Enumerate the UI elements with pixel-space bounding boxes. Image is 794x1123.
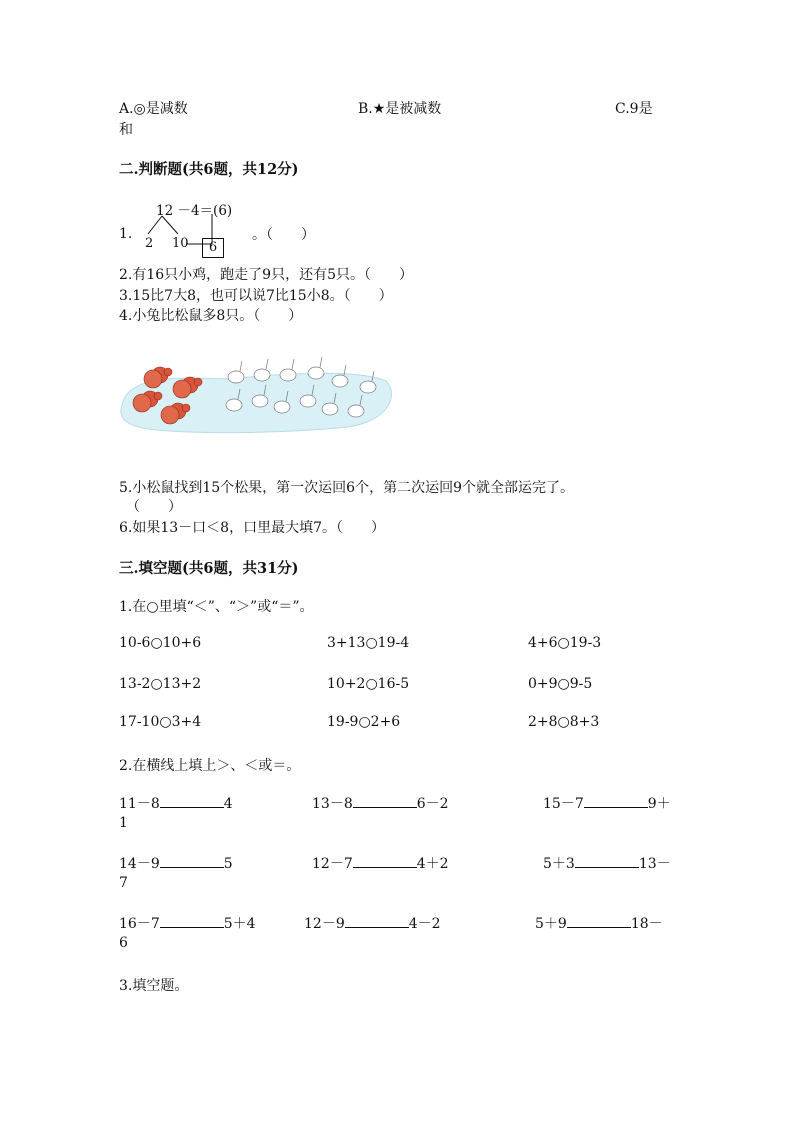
expr-right: 6－2 — [416, 796, 449, 812]
expr-right: 5＋4 — [223, 916, 256, 932]
expr-right: 4－2 — [408, 916, 441, 932]
section-title-judgment: 二.判断题(共6题，共12分) — [119, 161, 299, 178]
blank-item — [543, 793, 671, 813]
answer-blank[interactable] — [160, 915, 224, 928]
section-title-fill: 三.填空题(共6题，共31分) — [119, 560, 299, 577]
blank-item — [535, 913, 663, 933]
wrap-digit: 1 — [119, 815, 128, 831]
answer-blank[interactable] — [353, 795, 417, 808]
answer-blank[interactable] — [575, 855, 639, 868]
option-c: C.9是 — [615, 101, 653, 117]
boxed-answer: 6 — [202, 238, 224, 258]
blank-item — [312, 793, 449, 813]
expr-right: 4＋2 — [416, 856, 449, 872]
expr-left: 13－8 — [312, 796, 353, 812]
expr-left: 5＋9 — [535, 916, 567, 932]
answer-blank[interactable] — [345, 915, 409, 928]
split-left: 2 — [145, 236, 154, 251]
answer-blank[interactable] — [160, 795, 224, 808]
blank-item — [304, 913, 441, 933]
expr-left: 12－9 — [304, 916, 345, 932]
squirrels-rabbits-illustration — [118, 355, 398, 435]
fill-q3-prompt: 3.填空题。 — [119, 978, 189, 994]
blank-item — [543, 853, 671, 873]
option-a: A.◎是减数 — [119, 101, 188, 117]
blank-item — [119, 913, 256, 933]
answer-blank[interactable] — [160, 855, 224, 868]
compare-cell: 10-6○10+6 — [119, 635, 202, 651]
option-b: B.★是被减数 — [358, 101, 442, 117]
compare-cell: 3+13○19-4 — [327, 635, 410, 651]
expr-left: 12－7 — [312, 856, 353, 872]
compare-cell: 10+2○16-5 — [327, 676, 410, 692]
q1-number: 1. — [119, 226, 133, 242]
expr-left: 15－7 — [543, 796, 584, 812]
blank-item — [119, 793, 233, 813]
answer-blank[interactable] — [353, 855, 417, 868]
compare-cell: 4+6○19-3 — [528, 635, 602, 651]
compare-cell: 17-10○3+4 — [119, 714, 202, 730]
expr-right: 9＋ — [647, 796, 671, 812]
q1-equation: 12 －4＝(6) — [156, 203, 233, 219]
expr-right: 4 — [223, 796, 233, 812]
fill-q2-prompt: 2.在横线上填上＞、＜或＝。 — [119, 758, 301, 774]
expr-left: 5＋3 — [543, 856, 575, 872]
split-right: 10 — [172, 236, 189, 251]
expr-left: 16－7 — [119, 916, 160, 932]
compare-cell: 0+9○9-5 — [528, 676, 593, 692]
expr-left: 11－8 — [119, 796, 160, 812]
compare-cell: 19-9○2+6 — [327, 714, 401, 730]
q1-paren: 。（ ） — [252, 227, 315, 243]
expr-right: 5 — [223, 856, 233, 872]
judgment-q5: 5.小松鼠找到15个松果，第一次运回6个，第二次运回9个就全部运完了。 — [119, 480, 574, 496]
expr-right: 13－ — [638, 856, 671, 872]
answer-blank[interactable] — [567, 915, 631, 928]
judgment-q2: 2.有16只小鸡，跑走了9只，还有5只。（ ） — [119, 267, 413, 283]
answer-blank[interactable] — [584, 795, 648, 808]
compare-cell: 2+8○8+3 — [528, 714, 600, 730]
expr-right: 18－ — [630, 916, 663, 932]
fill-q1-prompt: 1.在○里填“＜”、“＞”或“＝”。 — [119, 599, 314, 615]
judgment-q5-paren: （ ） — [126, 499, 182, 515]
compare-cell: 13-2○13+2 — [119, 676, 202, 692]
option-c-wrap: 和 — [119, 122, 133, 138]
wrap-digit: 7 — [119, 875, 128, 891]
judgment-q4: 4.小兔比松鼠多8只。（ ） — [119, 308, 303, 324]
expr-left: 14－9 — [119, 856, 160, 872]
wrap-digit: 6 — [119, 935, 128, 951]
judgment-q6: 6.如果13－口＜8，口里最大填7。（ ） — [119, 520, 385, 536]
judgment-q3: 3.15比7大8，也可以说7比15小8。（ ） — [119, 288, 393, 304]
blank-item — [312, 853, 449, 873]
blank-item — [119, 853, 233, 873]
